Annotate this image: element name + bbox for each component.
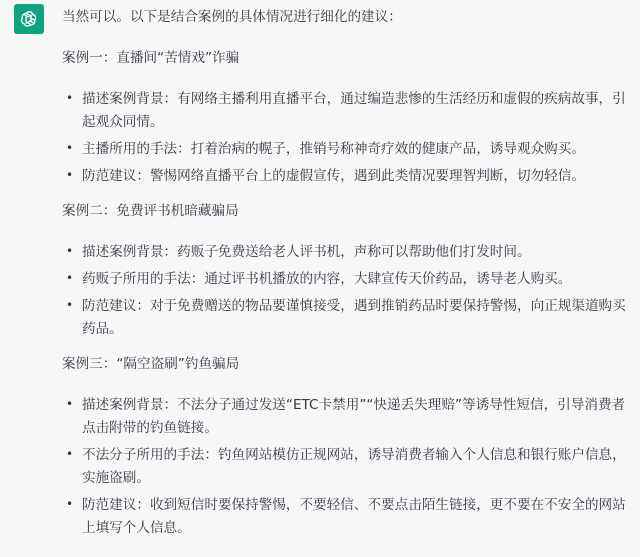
assistant-avatar (14, 4, 44, 34)
case-2-list (62, 241, 632, 341)
case-3-list (62, 394, 632, 540)
message-content (62, 6, 632, 552)
case-1-list (62, 88, 632, 188)
case-2-title: 案例二：免费评书机暗藏骗局 (62, 203, 239, 219)
intro-text: 当然可以。以下是结合案例的具体情况进行细化的建议： (62, 9, 402, 25)
list-item: • 防范建议：对于免费赠送的物品要谨慎接受，遇到推销药品时要保持警惕，向正规渠道购买药品。 (62, 295, 632, 341)
list-item: • 不法分子所用的手法：钓鱼网站模仿正规网站，诱导消费者输入个人信息和银行账户信息，实施盗刷。 (62, 444, 632, 490)
list-item: • 主播所用的手法：打着治病的幌子，推销号称神奇疗效的健康产品，诱导观众购买。 (62, 138, 632, 161)
list-item: • 药贩子所用的手法：通过评书机播放的内容，大肆宣传天价药品，诱导老人购买。 (62, 268, 632, 291)
openai-logo-icon (19, 9, 39, 29)
list-item: • 描述案例背景：药贩子免费送给老人评书机，声称可以帮助他们打发时间。 (62, 241, 632, 264)
list-item: • 防范建议：警惕网络直播平台上的虚假宣传，遇到此类情况要理智判断，切勿轻信。 (62, 165, 632, 188)
list-item: • 防范建议：收到短信时要保持警惕，不要轻信、不要点击陌生链接，更不要在不安全的网站上填写个人信息。 (62, 494, 632, 540)
list-item: • 描述案例背景：有网络主播利用直播平台，通过编造悲惨的生活经历和虚假的疾病故事，引起观众同情。 (62, 88, 632, 134)
case-1-title: 案例一：直播间“苦情戏”诈骗 (62, 50, 240, 66)
case-3-title: 案例三：“隔空盗刷”钓鱼骗局 (62, 356, 240, 372)
list-item: • 描述案例背景：不法分子通过发送“ETC卡禁用”“快递丢失理赔”等诱导性短信，引导消费者点击附带的钓鱼链接。 (62, 394, 632, 440)
